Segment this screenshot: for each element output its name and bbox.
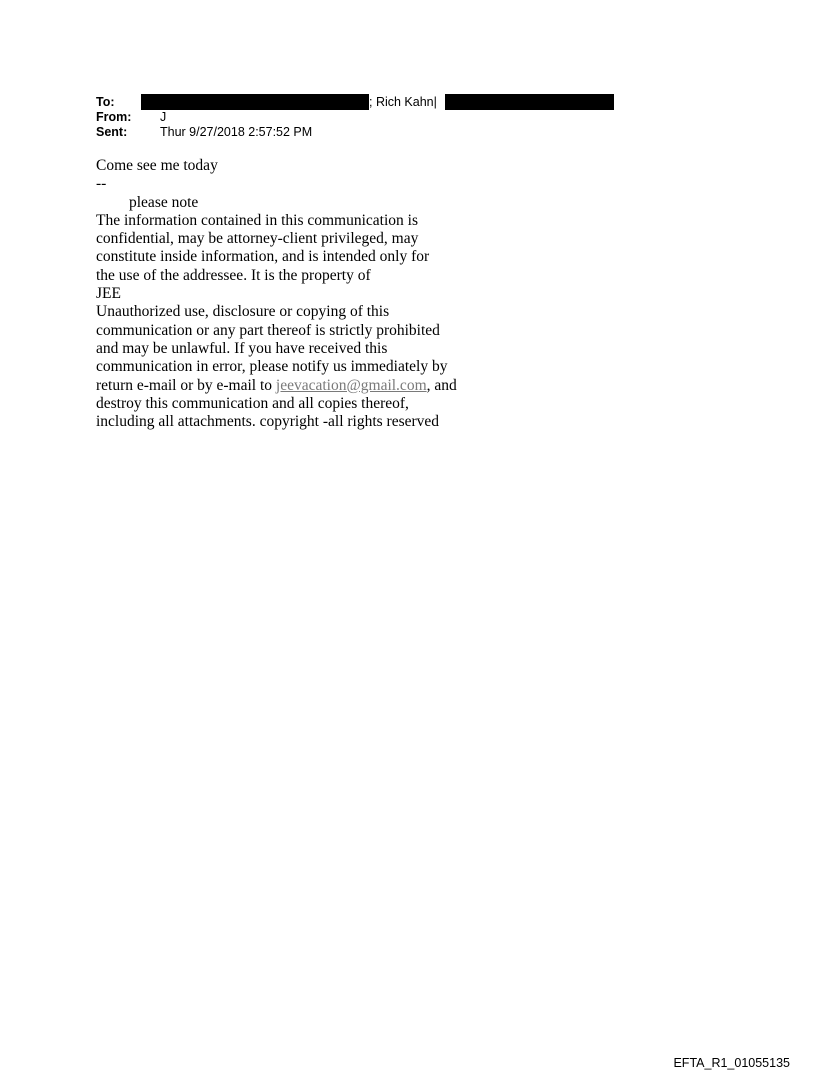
body-line: The information contained in this communication is <box>96 211 418 229</box>
body-line: and may be unlawful. If you have received this <box>96 339 388 357</box>
sent-label: Sent: <box>96 125 128 139</box>
redaction-box <box>141 94 369 110</box>
email-link[interactable]: jeevacation@gmail.com <box>275 376 427 394</box>
sent-value: Thur 9/27/2018 2:57:52 PM <box>160 125 313 139</box>
body-line: communication in error, please notify us immediately by <box>96 358 448 376</box>
body-line <box>96 377 516 395</box>
body-line: including all attachments. copyright -all rights reserved <box>96 413 440 431</box>
body-line: JEE <box>96 285 121 303</box>
body-line: destroy this communication and all copies thereof, <box>96 394 409 412</box>
document-id: EFTA_R1_01055135 <box>673 1056 790 1070</box>
from-label: From: <box>96 110 132 124</box>
email-body <box>96 157 516 431</box>
body-line: constitute inside information, and is intended only for <box>96 248 430 266</box>
body-line: -- <box>96 175 107 193</box>
body-line: confidential, may be attorney-client privileged, may <box>96 230 419 248</box>
body-line: the use of the addressee. It is the property of <box>96 266 371 284</box>
body-line: Come see me today <box>96 157 218 174</box>
body-text: , and <box>426 376 457 394</box>
from-value: J <box>160 110 167 124</box>
body-text: return e-mail or by e-mail to <box>96 376 276 394</box>
body-line: please note <box>129 193 199 211</box>
body-line: Unauthorized use, disclosure or copying of this <box>96 303 390 321</box>
body-line: communication or any part thereof is strictly prohibited <box>96 321 440 339</box>
redaction-box <box>445 94 614 110</box>
to-label: To: <box>96 95 115 109</box>
to-value: ; Rich Kahn| <box>369 95 437 109</box>
